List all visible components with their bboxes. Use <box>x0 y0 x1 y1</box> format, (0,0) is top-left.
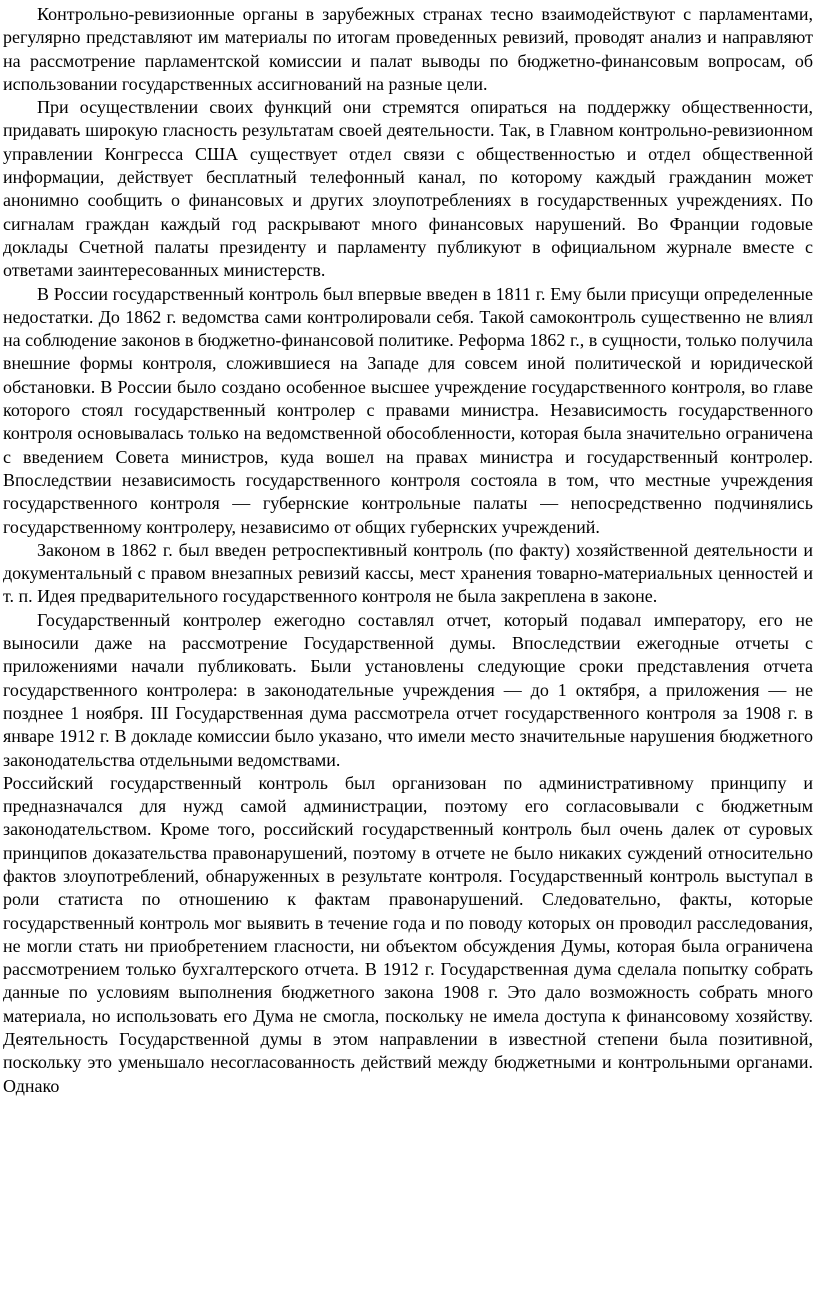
paragraph-law-1862: Законом в 1862 г. был введен ретроспективный контроль (по факту) хозяйственной деятельности и документальный с правом внезапных ревизий кассы, мест хранения товарно-материальных ценностей и т. п. Идея предварительного государственного контроля не была закреплена в законе. <box>3 539 813 607</box>
paragraph-russia-state-control: В России государственный контроль был впервые введен в 1811 г. Ему были присущи определенные недостатки. До 1862 г. ведомства сами контролировали себя. Такой самоконтроль существенно не влиял на соблюдение законов в бюджетно-финансовой политике. Реформа 1862 г., в сущности, только получила внешние формы контроля, сложившиеся на Западе для совсем иной политической и юридической обстановки. В России было создано особенное высшее учреждение государственного контроля, во главе которого стоял государственный контролер с правами министра. Независимость государственного контроля основывалась только на ведомственной обособленности, которая была значительно ограничена с введением Совета министров, куда вошел на правах министра и государственный контролер. Впоследствии независимость государственного контроля состояла в том, что местные учреждения государственного контроля — губернские контрольные палаты — непосредственно подчинялись государственному контролеру, независимо от общих губернских учреждений. <box>3 283 813 537</box>
paragraph-public-support: При осуществлении своих функций они стремятся опираться на поддержку общественности, придавать широкую гласность результатам своей деятельности. Так, в Главном контрольно-ревизионном управлении Конгресса США существует отдел связи с общественностью и отдел общественной информации, действует бесплатный телефонный канал, по которому каждый гражданин может анонимно сообщить о финансовых и других злоупотреблениях в государственных учреждениях. По сигналам граждан каждый год раскрывают много финансовых нарушений. Во Франции годовые доклады Счетной палаты президенту и парламенту публикуют в официальном журнале вместе с ответами заинтересованных министерств. <box>3 97 813 281</box>
paragraph-foreign-audit-bodies: Контрольно-ревизионные органы в зарубежных странах тесно взаимодействуют с парламентами, регулярно представляют им материалы по итогам проведенных ревизий, проводят анализ и направляют на рассмотрение парламентской комиссии и палат выводы по бюджетно-финансовым вопросам, об использовании государственных ассигнований на разные цели. <box>3 4 813 94</box>
paragraph-administrative-principle: Российский государственный контроль был организован по административному принципу и предназначался для нужд самой администрации, поэтому его согласовывали с бюджетным законодательством. Кроме того, российский государственный контроль был очень далек от суровых принципов доказательства правонарушений, поэтому в отчете не было никаких суждений относительно фактов злоупотреблений, обнаруженных в результате контроля. Государственный контроль выступал в роли статиста по отношению к фактам правонарушений. Следовательно, факты, которые государственный контроль мог выявить в течение года и по поводу которых он проводил расследования, не могли стать ни приобретением гласности, ни объектом обсуждения Думы, которая была ограничена рассмотрением только бухгалтерского отчета. В 1912 г. Государственная дума сделала попытку собрать данные по условиям выполнения бюджетного закона 1908 г. Это дало возможность собрать много материала, но использовать его Дума не смогла, поскольку не имела доступа к финансовому хозяйству. Деятельность Государственной думы в этом направлении в известной степени была позитивной, поскольку это уменьшало несогласованность действий между бюджетными и контрольными органами. Однако <box>3 772 813 1096</box>
paragraph-controller-report: Государственный контролер ежегодно составлял отчет, который подавал императору, его не выносили даже на рассмотрение Государственной думы. Впоследствии ежегодные отчеты с приложениями начали публиковать. Были установлены следующие сроки представления отчета государственного контролера: в законодательные учреждения — до 1 октября, а приложения — не позднее 1 ноября. III Государственная дума рассмотрела отчет государственного контроля за 1908 г. в январе 1912 г. В докладе комиссии было указано, что имели место значительные нарушения бюджетного законодательства отдельными ведомствами. <box>3 609 813 770</box>
